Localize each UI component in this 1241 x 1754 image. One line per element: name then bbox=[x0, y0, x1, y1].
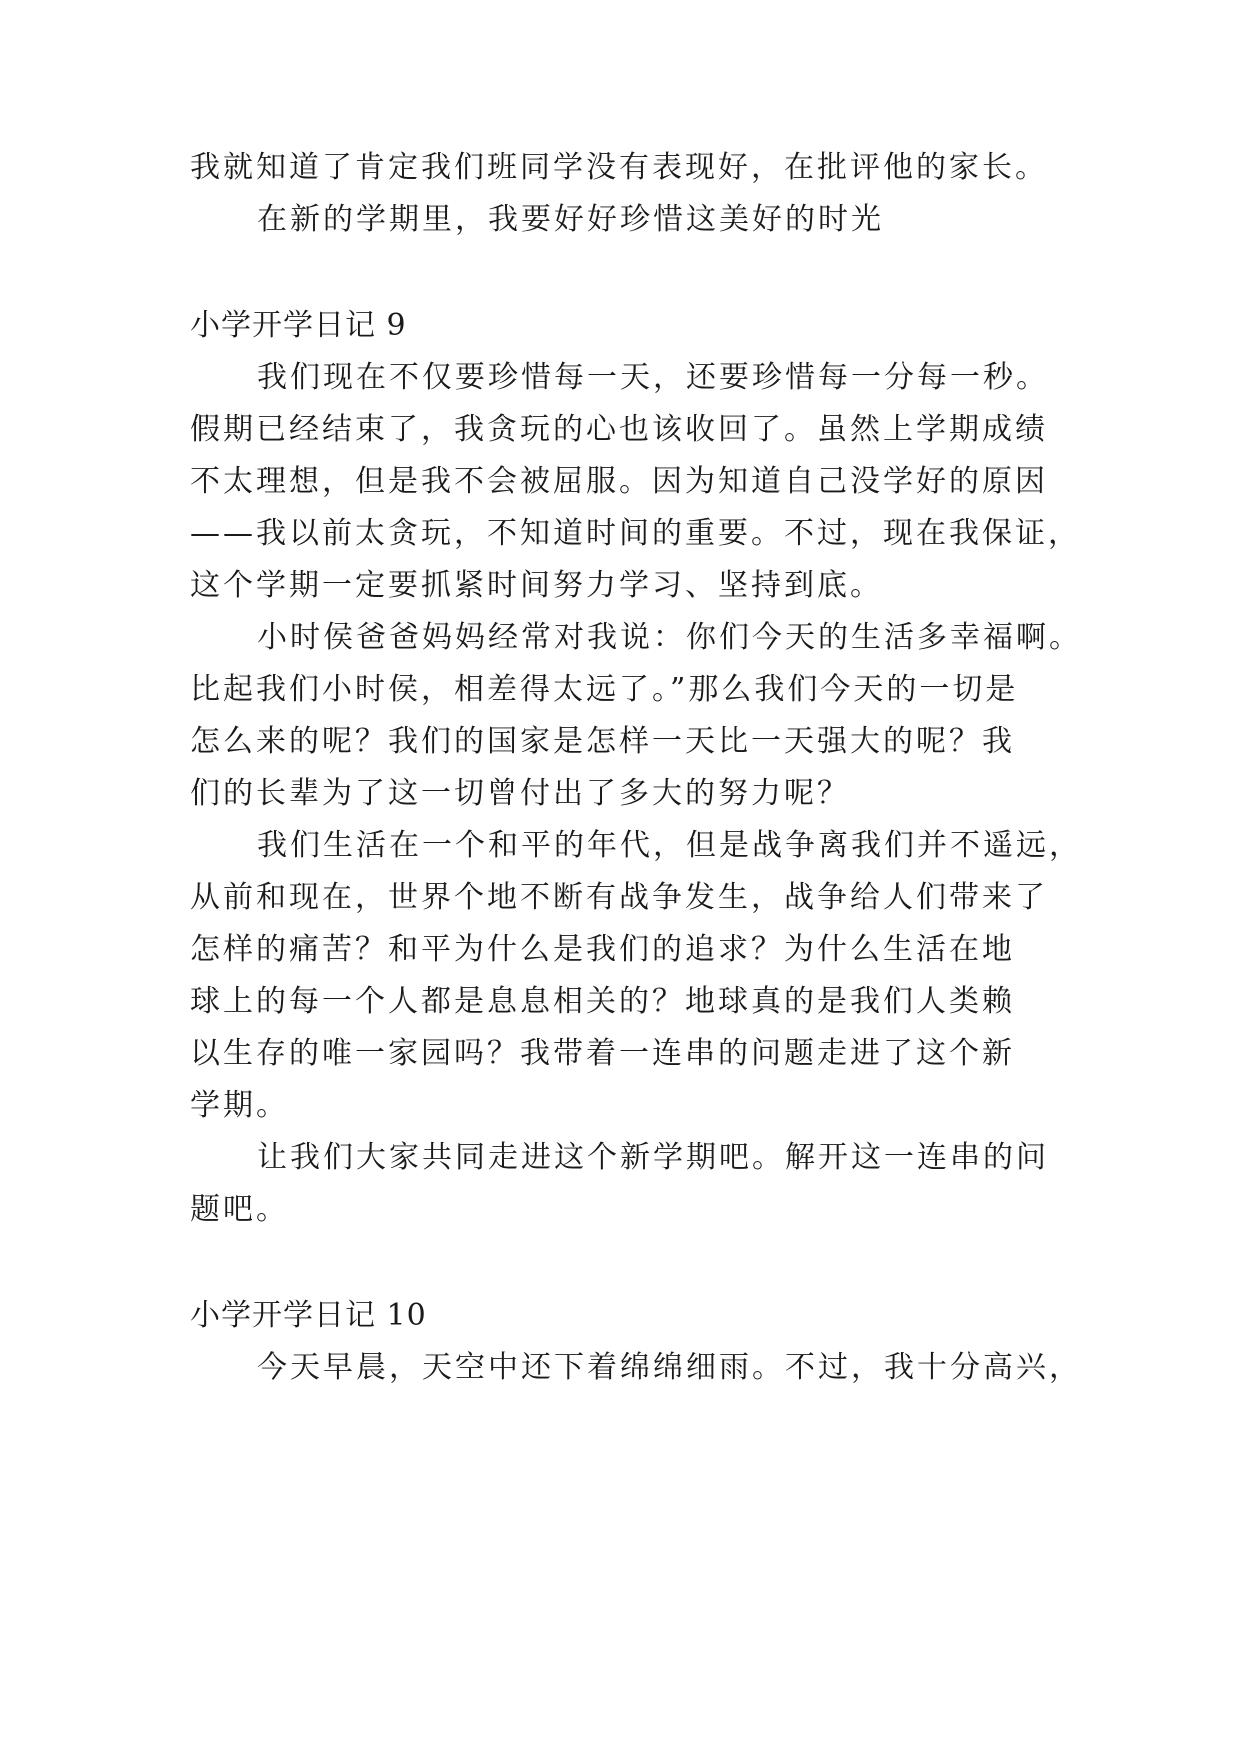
text-line: 们的长辈为了这一切曾付出了多大的努力呢？ bbox=[190, 776, 850, 811]
text-line: 怎样的痛苦？和平为什么是我们的追求？为什么生活在地 bbox=[190, 932, 1015, 967]
text-line: 从前和现在，世界个地不断有战争发生，战争给人们带来了 bbox=[190, 880, 1048, 915]
text-line: 这个学期一定要抓紧时间努力学习、坚持到底。 bbox=[190, 568, 883, 603]
text-line: 我们生活在一个和平的年代，但是战争离我们并不遥远， bbox=[257, 828, 1082, 863]
section-heading: 小学开学日记 10 bbox=[190, 1298, 427, 1333]
text-line: 学期。 bbox=[190, 1088, 289, 1123]
text-line: 球上的每一个人都是息息相关的？地球真的是我们人类赖 bbox=[190, 984, 1015, 1019]
text-line: 今天早晨，天空中还下着绵绵细雨。不过，我十分高兴， bbox=[257, 1350, 1082, 1385]
text-line: 假期已经结束了，我贪玩的心也该收回了。虽然上学期成绩 bbox=[190, 412, 1048, 447]
text-line: 比起我们小时侯，相差得太远了。”那么我们今天的一切是 bbox=[190, 672, 1019, 707]
text-line: 我就知道了肯定我们班同学没有表现好，在批评他的家长。 bbox=[190, 150, 1048, 185]
text-line: 在新的学期里，我要好好珍惜这美好的时光 bbox=[257, 202, 884, 237]
text-line: 题吧。 bbox=[190, 1192, 289, 1227]
text-line: 我们现在不仅要珍惜每一天，还要珍惜每一分每一秒。 bbox=[257, 360, 1049, 395]
text-line: 不太理想，但是我不会被屈服。因为知道自己没学好的原因 bbox=[190, 464, 1048, 499]
text-line: 怎么来的呢？我们的国家是怎样一天比一天强大的呢？我 bbox=[190, 724, 1015, 759]
section-heading: 小学开学日记 9 bbox=[190, 308, 407, 343]
text-line: ——我以前太贪玩，不知道时间的重要。不过，现在我保证， bbox=[190, 516, 1081, 551]
text-line: 小时侯爸爸妈妈经常对我说：你们今天的生活多幸福啊。 bbox=[257, 620, 1082, 655]
text-line: 让我们大家共同走进这个新学期吧。解开这一连串的问 bbox=[257, 1140, 1049, 1175]
text-line: 以生存的唯一家园吗？我带着一连串的问题走进了这个新 bbox=[190, 1036, 1015, 1071]
